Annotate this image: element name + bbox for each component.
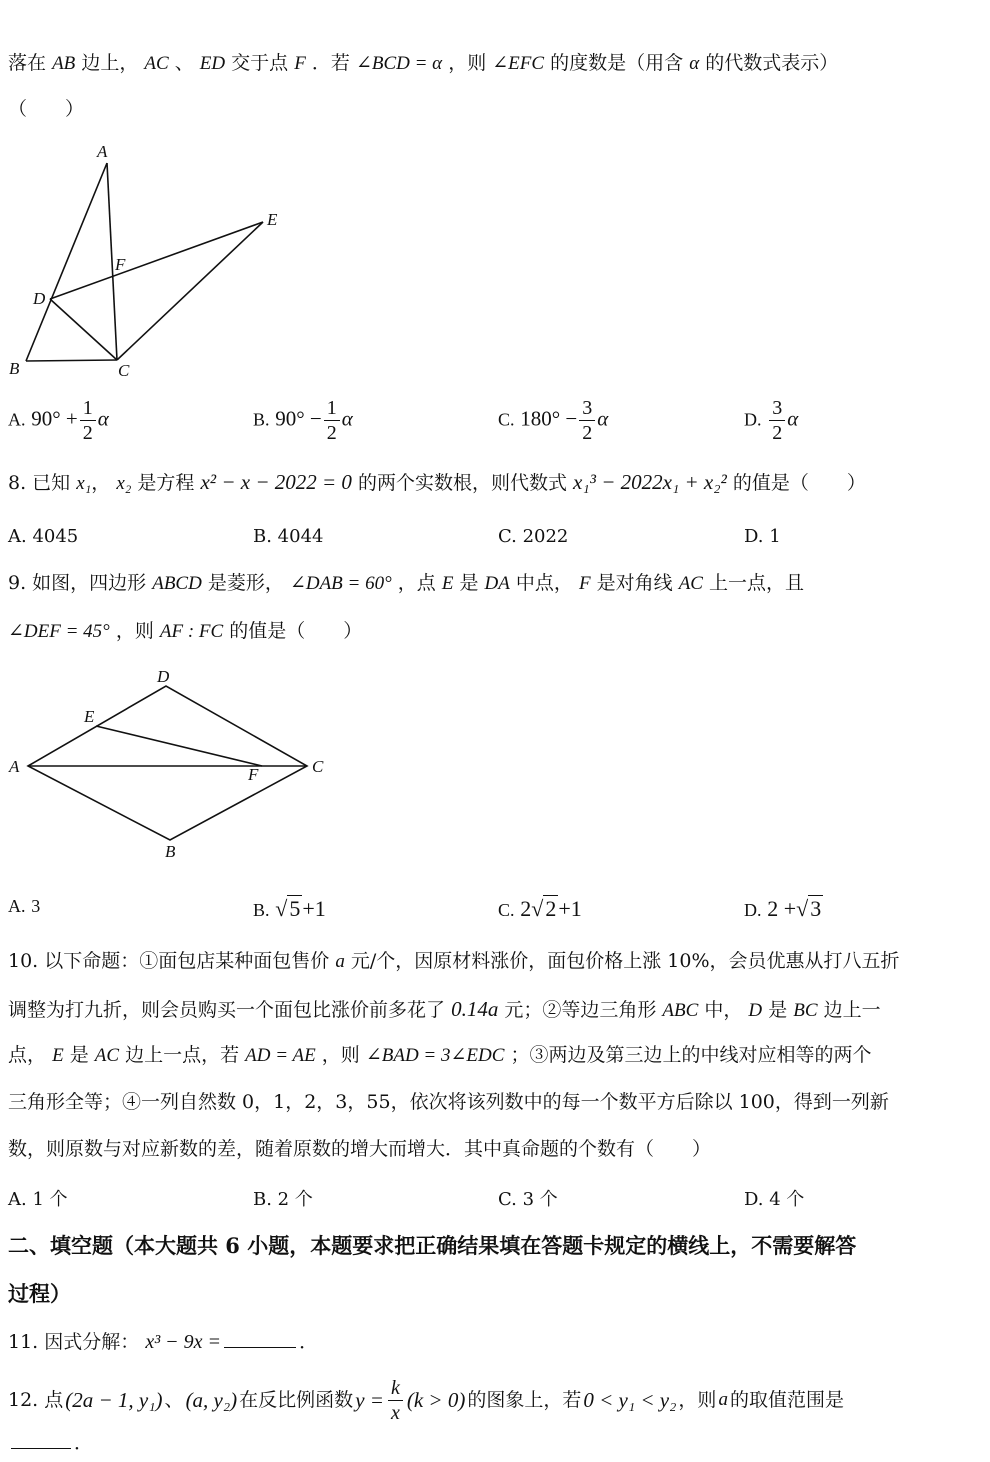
q9-label-a: A [9, 757, 20, 776]
q9-label-f: F [248, 765, 259, 784]
q10-option-a[interactable]: A. 1 个 [8, 1189, 68, 1210]
q10-line5: 数，则原数与对应新数的差，随着原数的增大而增大．其中真命题的个数有（ ） [8, 1138, 712, 1160]
q12-answer-blank[interactable] [11, 1446, 71, 1449]
q7-segment-bc [26, 360, 117, 361]
q11-answer-blank[interactable] [224, 1345, 296, 1348]
q7-answer-paren: （ ） [8, 98, 85, 120]
q7-label-a: A [97, 142, 108, 161]
q10-option-d[interactable]: D. 4 个 [744, 1189, 805, 1210]
q7-segment-ec [117, 222, 263, 360]
q10-line3: 点， E 是 AC 边上一点，若 AD = AE ，则 ∠BAD = 3∠EDC ；③两边及第三边上的中线对应相等的两个 [8, 1044, 872, 1066]
q8-option-b[interactable]: B. 4044 [253, 526, 324, 547]
q9-option-a[interactable]: A. 3 [8, 896, 41, 916]
q10-option-c[interactable]: C. 3 个 [498, 1189, 558, 1210]
q7-segment-de [50, 222, 263, 299]
q11-stem: 11. 因式分解： x³ − 9x = ． [8, 1331, 319, 1353]
q9-line1: 9. 如图，四边形 ABCD 是菱形， ∠DAB = 60° ，点 E 是 DA 中点， F 是对角线 AC 上一点，且 [8, 572, 805, 594]
q10-line4: 三角形全等；④一列自然数 0，1，2，3，55，依次将该列数中的每一个数平方后除以 100，得到一列新 [8, 1091, 889, 1113]
q12-answer-line: ． [8, 1432, 93, 1455]
q7-label-e: E [267, 210, 278, 229]
q8-option-c[interactable]: C. 2022 [498, 526, 569, 547]
q7-label-d: D [33, 289, 46, 308]
q9-line2: ∠DEF = 45° ，则 AF : FC 的值是（ ） [8, 620, 363, 642]
q9-rhombus [28, 686, 307, 840]
q9-segment-ef [96, 726, 262, 766]
q7-segment-dc [50, 299, 117, 360]
q7-option-b[interactable]: B. 90° − $\frac{1}{2}$ α [253, 397, 353, 444]
q8-option-d[interactable]: D. 1 [744, 526, 781, 547]
q9-label-d: D [157, 667, 170, 686]
q9-option-d[interactable]: D. 2 +√3 [744, 896, 822, 921]
q10-option-b[interactable]: B. 2 个 [253, 1189, 313, 1210]
q7-label-c: C [118, 361, 130, 380]
q7-label-b: B [9, 359, 20, 378]
section-heading-line1: 二、填空题（本大题共 6 小题，本题要求把正确结果填在答题卡规定的横线上，不需要解答 [8, 1233, 857, 1258]
q8-stem: 8. 已知 x₁， x₂ 是方程 x² − x − 2022 = 0 的两个实数根，则代数式 x₁³ − 2022x₁ + x₂² 的值是（ ） [8, 470, 866, 494]
q9-label-e: E [84, 707, 95, 726]
q7-segment-ab [26, 163, 107, 361]
q7-option-a[interactable]: A. 90° + $\frac{1}{2}$ α [8, 397, 109, 444]
q8-option-a[interactable]: A. 4045 [8, 526, 79, 547]
q9-option-c[interactable]: C. 2√2+1 [498, 896, 582, 921]
q9-figure [0, 660, 340, 865]
q10-line2: 调整为打九折，则会员购买一个面包比涨价前多花了 0.14a 元；②等边三角形 ABC 中， D 是 BC 边上一 [8, 997, 881, 1021]
q7-line1: 落在 AB 边上， AC 、 ED 交于点 F ．若 ∠BCD = α ，则 ∠EFC 的度数是（用含 α 的代数式表示） [8, 52, 839, 74]
q7-option-d[interactable]: D. $\frac{3}{2}$ α [744, 397, 799, 444]
q9-label-b: B [165, 842, 176, 861]
q7-option-c[interactable]: C. 180° − $\frac{3}{2}$ α [498, 397, 609, 444]
q9-option-b[interactable]: B. √5+1 [253, 896, 326, 921]
q10-line1: 10. 以下命题：①面包店某种面包售价 a 元/个，因原材料涨价，面包价格上涨 10%，会员优惠从打八五折 [8, 950, 900, 972]
q9-label-c: C [312, 757, 324, 776]
q7-label-f: F [115, 255, 126, 274]
q12-stem: 12. 点 (2a − 1, y₁) 、 (a, y₂) 在反比例函数 y = $\frac{k}{x}$ (k > 0) 的图象上，若 0 < y₁ < y₂ ，则 a 的取值范围是 [8, 1377, 844, 1424]
section-heading-line2: 过程） [8, 1281, 71, 1306]
q7-figure [0, 135, 300, 385]
